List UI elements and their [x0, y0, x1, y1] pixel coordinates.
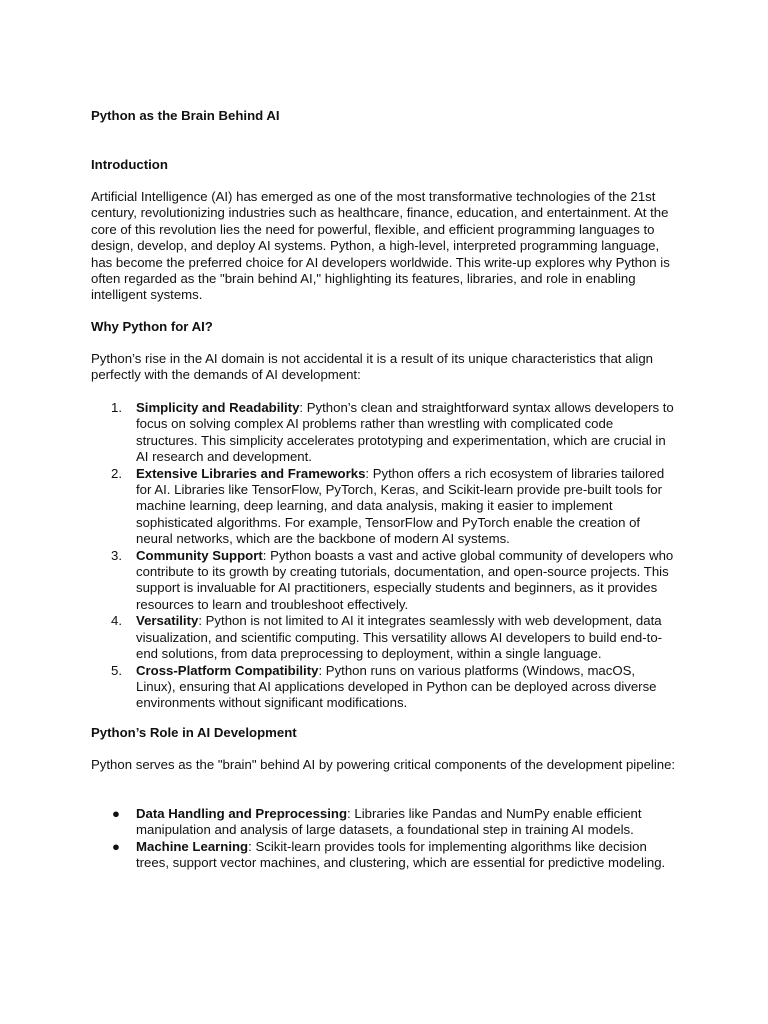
list-item-term: Cross-Platform Compatibility [136, 662, 319, 678]
document-title: Python as the Brain Behind AI [91, 108, 280, 123]
list-item [91, 400, 676, 466]
section-heading-introduction: Introduction [91, 157, 168, 172]
list-item-text: : Python boasts a vast and active global community of developers who contribute to its growth by creating tutorials, documentation, and open-source projects. This support is invaluable for AI practitioners, especially students and beginners, as it provides resources to learn and troubleshoot effectively. [136, 547, 674, 612]
list-item-term: Extensive Libraries and Frameworks [136, 465, 366, 481]
list-item [91, 806, 676, 839]
list-item-text: : Python’s clean and straightforward syntax allows developers to focus on solving complex AI problems rather than wrestling with complicated code structures. This simplicity accelerates prototyping and experimentation, which are crucial in AI research and development. [136, 400, 674, 465]
list-number: 5. [111, 662, 122, 678]
role-bullet-list [91, 806, 676, 872]
list-number: 3. [111, 547, 122, 563]
list-item-term: Simplicity and Readability [136, 400, 300, 415]
list-item-text: : Scikit-learn provides tools for implementing algorithms like decision trees, support vector machines, and clustering, which are essential for predictive modeling. [136, 838, 666, 871]
bullet-icon: ● [112, 806, 120, 821]
list-item-text: : Python runs on various platforms (Windows, macOS, Linux), ensuring that AI applications developed in Python can be deployed across diverse environments without significant modifications. [136, 662, 657, 711]
intro-paragraph: Artificial Intelligence (AI) has emerged as one of the most transformative technologies of the 21st century, revolutionizing industries such as healthcare, finance, education, and entertainment. At the core of this revolution lies the need for powerful, flexible, and efficient programming languages to design, develop, and deploy AI systems. Python, a high-level, interpreted programming language, has become the preferred choice for AI developers worldwide. This write-up explores why Python is often regarded as the "brain behind AI," highlighting its features, libraries, and role in enabling intelligent systems. [91, 189, 670, 303]
bullet-icon: ● [112, 838, 120, 854]
list-item [91, 663, 676, 712]
list-item-term: Community Support [136, 547, 263, 563]
list-item-text: : Python is not limited to AI it integrates seamlessly with web development, data visualization, and scientific computing. This versatility allows AI developers to build end-to-end solutions, from data preprocessing to deployment, within a single language. [136, 613, 663, 662]
list-item [91, 613, 676, 662]
why-python-paragraph: Python’s rise in the AI domain is not accidental it is a result of its unique characteristics that align perfectly with the demands of AI development: [91, 351, 653, 383]
reasons-list [91, 400, 676, 712]
section-heading-role: Python’s Role in AI Development [91, 725, 297, 740]
list-item-term: Data Handling and Preprocessing [136, 806, 348, 821]
list-number: 1. [111, 400, 122, 415]
list-item [91, 548, 676, 614]
list-number: 2. [111, 465, 122, 481]
list-item [91, 839, 676, 872]
list-item-term: Versatility [136, 613, 199, 629]
list-item-text: : Libraries like Pandas and NumPy enable efficient manipulation and analysis of large datasets, a foundational step in training AI models. [136, 806, 642, 838]
list-item-text: : Python offers a rich ecosystem of libraries tailored for AI. Libraries like TensorFlow, PyTorch, Keras, and Scikit-learn provide pre-built tools for machine learning, deep learning, and data analysis, making it easier to implement sophisticated algorithms. For example, TensorFlow and PyTorch enable the creation of neural networks, which are the backbone of modern AI systems. [136, 465, 665, 547]
list-item-term: Machine Learning [136, 838, 249, 854]
section-heading-why-python: Why Python for AI? [91, 319, 213, 334]
role-paragraph: Python serves as the "brain" behind AI by powering critical components of the development pipeline: [91, 757, 676, 772]
list-item [91, 466, 676, 548]
list-number: 4. [111, 613, 122, 629]
